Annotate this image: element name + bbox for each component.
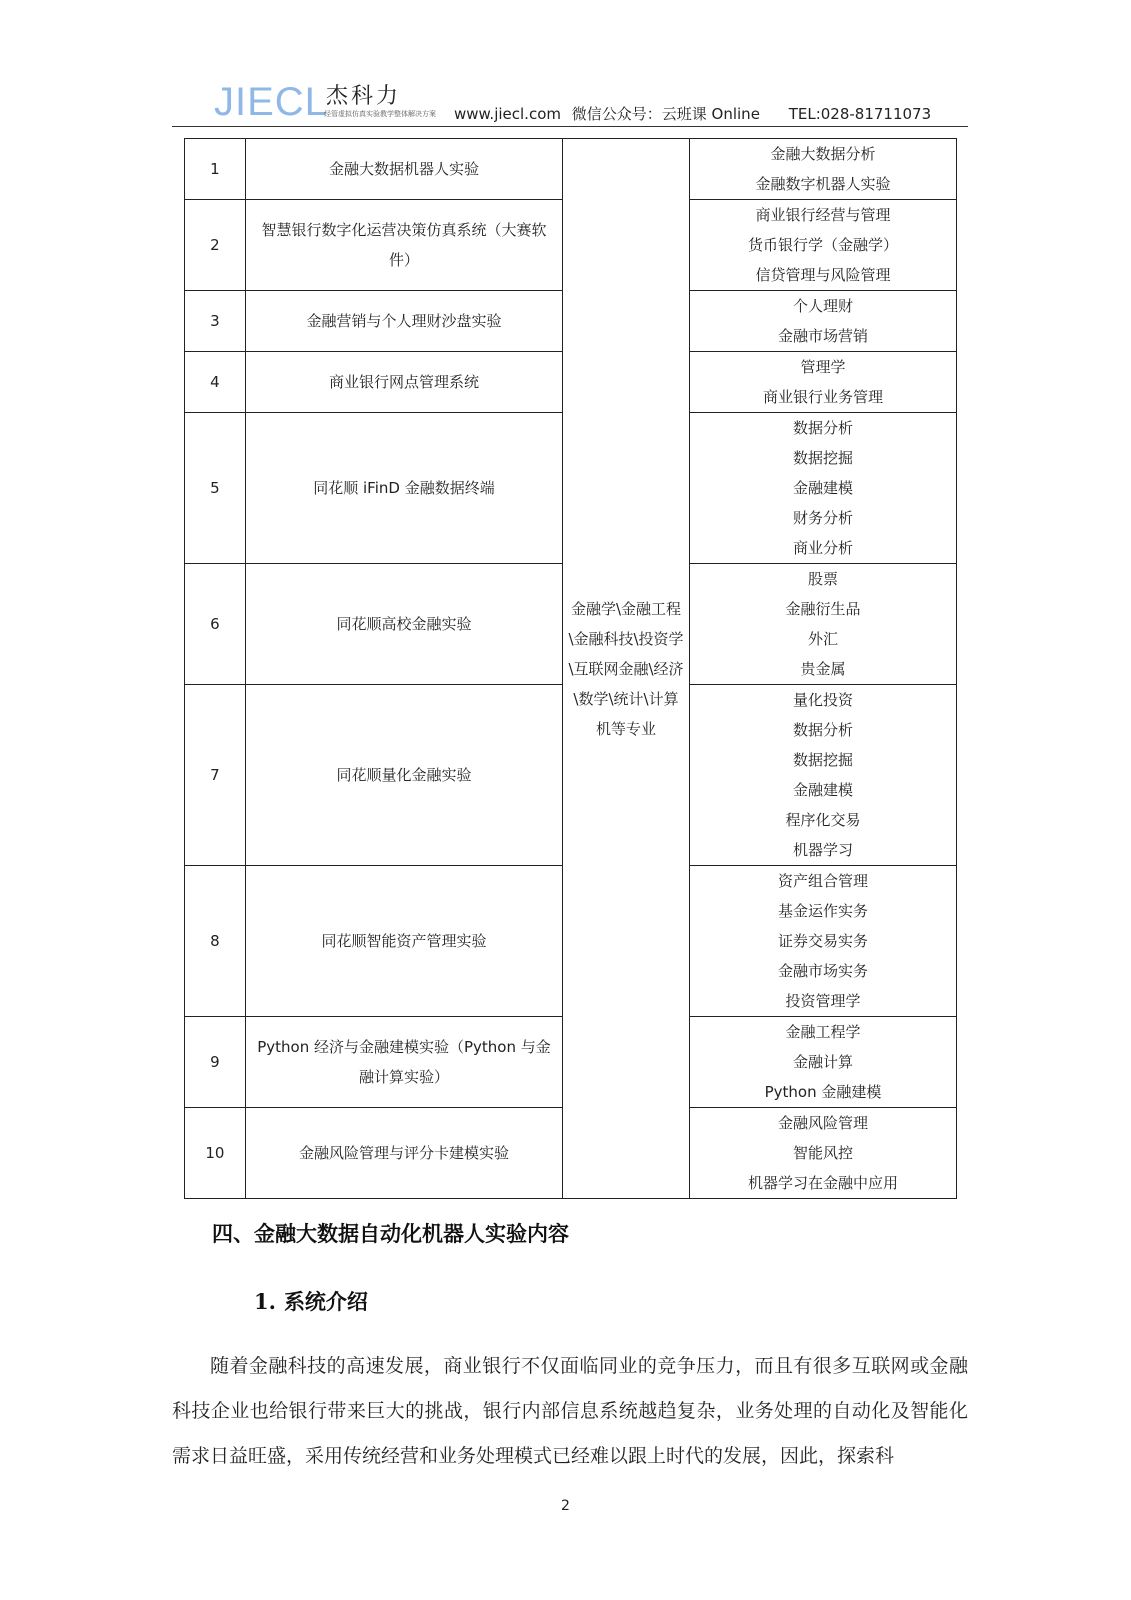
course-item: 数据挖掘	[792, 751, 853, 769]
logo-letters: JIECL	[214, 80, 328, 124]
row-number: 10	[185, 1108, 246, 1199]
course-item: 金融市场实务	[777, 962, 868, 980]
experiment-name: 商业银行网点管理系统	[245, 352, 562, 413]
course-item: 金融计算	[792, 1053, 853, 1071]
course-item: 资产组合管理	[777, 872, 868, 890]
row-number: 3	[185, 291, 246, 352]
row-number: 9	[185, 1017, 246, 1108]
course-item: 商业银行经营与管理	[755, 206, 891, 224]
course-item: 贵金属	[800, 660, 846, 678]
experiment-name: 同花顺高校金融实验	[245, 564, 562, 685]
course-item: 证券交易实务	[777, 932, 868, 950]
experiment-name: 同花顺 iFinD 金融数据终端	[245, 413, 562, 564]
related-courses	[689, 685, 956, 866]
course-item: 商业银行业务管理	[762, 388, 883, 406]
course-item: 数据分析	[792, 721, 853, 739]
page-header	[172, 78, 968, 128]
course-item: 智能风控	[792, 1144, 853, 1162]
subsection-number: 1.	[254, 1289, 276, 1314]
course-item: Python 金融建模	[764, 1083, 882, 1101]
logo-tagline: 经管虚拟仿真实验教学整体解决方案	[324, 110, 436, 118]
course-item: 金融数字机器人实验	[755, 175, 891, 193]
page-number: 2	[561, 1498, 570, 1514]
course-item: 金融工程学	[785, 1023, 861, 1041]
course-item: 投资管理学	[785, 992, 861, 1010]
course-item: 金融衍生品	[785, 600, 861, 618]
course-item: 管理学	[800, 358, 846, 376]
related-courses	[689, 413, 956, 564]
related-courses	[689, 866, 956, 1017]
course-item: 金融市场营销	[777, 327, 868, 345]
course-item: 股票	[807, 570, 838, 588]
course-item: 量化投资	[792, 691, 853, 709]
experiment-name: Python 经济与金融建模实验（Python 与金融计算实验）	[245, 1017, 562, 1108]
related-courses	[689, 139, 956, 200]
experiment-name: 金融风险管理与评分卡建模实验	[245, 1108, 562, 1199]
course-item: 基金运作实务	[777, 902, 868, 920]
header-contact	[454, 103, 937, 124]
row-number: 2	[185, 200, 246, 291]
related-courses	[689, 200, 956, 291]
course-item: 信贷管理与风险管理	[755, 266, 891, 284]
course-item: 金融建模	[792, 479, 853, 497]
course-table	[184, 138, 957, 1199]
experiment-name: 金融营销与个人理财沙盘实验	[245, 291, 562, 352]
row-number: 1	[185, 139, 246, 200]
subsection-title	[254, 1286, 368, 1316]
row-number: 5	[185, 413, 246, 564]
course-item: 商业分析	[792, 539, 853, 557]
logo-chinese-name: 杰科力	[326, 84, 402, 109]
course-item: 数据挖掘	[792, 449, 853, 467]
subsection-label: 系统介绍	[283, 1290, 368, 1314]
related-courses	[689, 291, 956, 352]
body-paragraph: 随着金融科技的高速发展，商业银行不仅面临同业的竞争压力，而且有很多互联网或金融科技企业也给银行带来巨大的挑战，银行内部信息系统越趋复杂，业务处理的自动化及智能化需求日益旺盛，采用传统经营和业务处理模式已经难以跟上时代的发展，因此，探索科	[172, 1355, 968, 1467]
row-number: 8	[185, 866, 246, 1017]
course-item: 金融大数据分析	[770, 145, 876, 163]
course-item: 机器学习在金融中应用	[747, 1174, 898, 1192]
related-courses	[689, 564, 956, 685]
related-courses	[689, 1017, 956, 1108]
related-courses	[689, 352, 956, 413]
experiment-name: 金融大数据机器人实验	[245, 139, 562, 200]
header-divider	[172, 126, 968, 127]
section-title: 四、金融大数据自动化机器人实验内容	[212, 1222, 569, 1246]
course-item: 数据分析	[792, 419, 853, 437]
course-item: 货币银行学（金融学）	[747, 236, 898, 254]
course-item: 金融建模	[792, 781, 853, 799]
row-number: 4	[185, 352, 246, 413]
course-item: 机器学习	[792, 841, 853, 859]
table-row	[185, 139, 957, 200]
course-item: 金融风险管理	[777, 1114, 868, 1132]
row-number: 7	[185, 685, 246, 866]
course-item: 个人理财	[792, 297, 853, 315]
related-courses	[689, 1108, 956, 1199]
website-link[interactable]: www.jiecl.com	[454, 105, 561, 123]
experiment-name: 同花顺智能资产管理实验	[245, 866, 562, 1017]
course-item: 财务分析	[792, 509, 853, 527]
row-number: 6	[185, 564, 246, 685]
applicable-majors: 金融学\金融工程\金融科技\投资学\互联网金融\经济\数学\统计\计算机等专业	[563, 139, 690, 1199]
wechat-account: 微信公众号：云班课 Online	[571, 105, 760, 123]
course-item: 程序化交易	[785, 811, 861, 829]
experiment-name: 智慧银行数字化运营决策仿真系统（大赛软件）	[245, 200, 562, 291]
telephone: TEL:028-81711073	[788, 105, 932, 123]
course-item: 外汇	[807, 630, 838, 648]
experiment-name: 同花顺量化金融实验	[245, 685, 562, 866]
